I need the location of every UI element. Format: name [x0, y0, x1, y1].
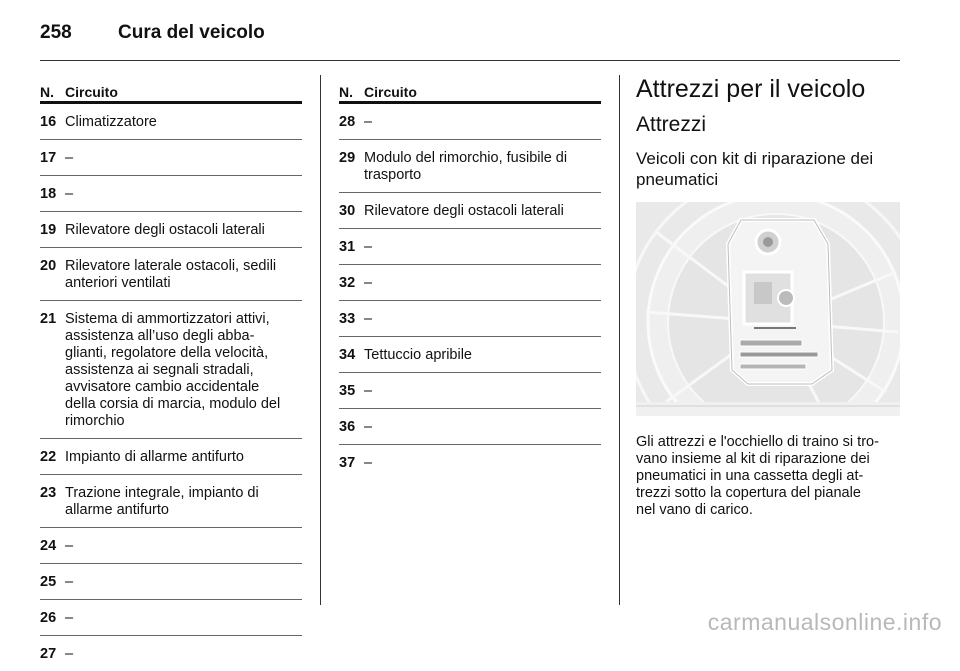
- circuit-description: Trazione integrale, impianto di allarme antifurto: [65, 485, 259, 518]
- fuse-number: 29: [339, 150, 356, 166]
- column-divider: [320, 75, 321, 605]
- circuit-description: –: [364, 419, 373, 435]
- table-row: [40, 600, 302, 635]
- table-row: [40, 104, 302, 139]
- circuit-description: –: [364, 311, 373, 327]
- table-row: [40, 528, 302, 563]
- fuse-number: 19: [40, 222, 57, 238]
- page-number: 258: [40, 22, 72, 43]
- table-row: [40, 301, 302, 438]
- circuit-description: Sistema di ammortizzatori attivi, assistenza all’uso degli abba- glianti, regolatore della velocità, assistenza ai segnali stradali, avvisatore cambio accidentale della corsia di marcia, modulo del rimorchio: [65, 311, 281, 429]
- subsection-heading: Attrezzi: [636, 113, 707, 136]
- table-row: [40, 636, 302, 671]
- table-header: [40, 78, 302, 100]
- page-header: [40, 22, 265, 46]
- circuit-description: –: [364, 114, 373, 130]
- table-row: [40, 176, 302, 211]
- table-row: [40, 439, 302, 474]
- table-row: [339, 373, 601, 408]
- topic-heading: Veicoli con kit di riparazione dei pneumatici: [636, 149, 874, 189]
- circuit-description: –: [65, 646, 74, 662]
- table-header: [339, 78, 601, 100]
- circuit-description: –: [65, 574, 74, 590]
- fuse-number: 37: [339, 455, 356, 471]
- table-row: [40, 564, 302, 599]
- circuit-description: –: [364, 383, 373, 399]
- fuse-number: 16: [40, 114, 57, 130]
- section-heading: Attrezzi per il veicolo: [636, 75, 866, 103]
- table-row: [339, 104, 601, 139]
- body-paragraph: Gli attrezzi e l'occhiello di traino si tro- vano insieme al kit di riparazione dei pneumatici in una cassetta degli at- trezzi sotto la copertura del pianale nel vano di carico.: [636, 434, 879, 518]
- fuse-table-right: [339, 78, 601, 480]
- table-body: [339, 104, 601, 480]
- page-title: Cura del veicolo: [118, 22, 265, 43]
- table-row: [40, 140, 302, 175]
- fuse-number: 21: [40, 311, 57, 327]
- circuit-description: Modulo del rimorchio, fusibile di trasporto: [364, 150, 568, 183]
- column-header-number: N.: [40, 84, 54, 100]
- circuit-description: Tettuccio apribile: [364, 347, 472, 363]
- table-row: [40, 475, 302, 527]
- table-row: [40, 248, 302, 300]
- watermark: carmanualsonline.info: [707, 609, 942, 635]
- fuse-number: 31: [339, 239, 356, 255]
- table-row: [339, 409, 601, 444]
- table-body: [40, 104, 302, 671]
- column-divider: [619, 75, 620, 605]
- fuse-number: 36: [339, 419, 356, 435]
- fuse-number: 26: [40, 610, 57, 626]
- fuse-number: 35: [339, 383, 356, 399]
- spare-wheel-well-drawing: [636, 202, 900, 416]
- circuit-description: Rilevatore laterale ostacoli, sedili anteriori ventilati: [65, 258, 277, 291]
- circuit-description: –: [364, 455, 373, 471]
- circuit-description: –: [65, 150, 74, 166]
- toolkit-illustration: [636, 202, 900, 416]
- header-rule: [40, 60, 900, 61]
- circuit-description: Rilevatore degli ostacoli laterali: [364, 203, 564, 219]
- fuse-number: 17: [40, 150, 57, 166]
- table-row: [40, 212, 302, 247]
- circuit-description: –: [65, 610, 74, 626]
- fuse-number: 28: [339, 114, 356, 130]
- fuse-number: 24: [40, 538, 57, 554]
- circuit-description: –: [364, 239, 373, 255]
- circuit-description: –: [65, 186, 74, 202]
- fuse-number: 18: [40, 186, 57, 202]
- circuit-description: Climatizzatore: [65, 114, 157, 130]
- circuit-description: –: [364, 275, 373, 291]
- table-row: [339, 337, 601, 372]
- fuse-number: 30: [339, 203, 356, 219]
- column-header-circuit: Circuito: [65, 84, 118, 100]
- fuse-number: 23: [40, 485, 57, 501]
- fuse-number: 27: [40, 646, 57, 662]
- fuse-number: 22: [40, 449, 57, 465]
- fuse-number: 34: [339, 347, 356, 363]
- fuse-number: 25: [40, 574, 57, 590]
- table-row: [339, 301, 601, 336]
- column-header-number: N.: [339, 84, 353, 100]
- column-header-circuit: Circuito: [364, 84, 417, 100]
- tools-section: [636, 74, 902, 519]
- fuse-number: 32: [339, 275, 356, 291]
- table-row: [339, 193, 601, 228]
- circuit-description: –: [65, 538, 74, 554]
- fuse-number: 33: [339, 311, 356, 327]
- table-row: [339, 265, 601, 300]
- table-row: [339, 140, 601, 192]
- fuse-table-left: [40, 78, 302, 671]
- table-row: [339, 229, 601, 264]
- circuit-description: Rilevatore degli ostacoli laterali: [65, 222, 265, 238]
- table-row: [339, 445, 601, 480]
- fuse-number: 20: [40, 258, 57, 274]
- circuit-description: Impianto di allarme antifurto: [65, 449, 244, 465]
